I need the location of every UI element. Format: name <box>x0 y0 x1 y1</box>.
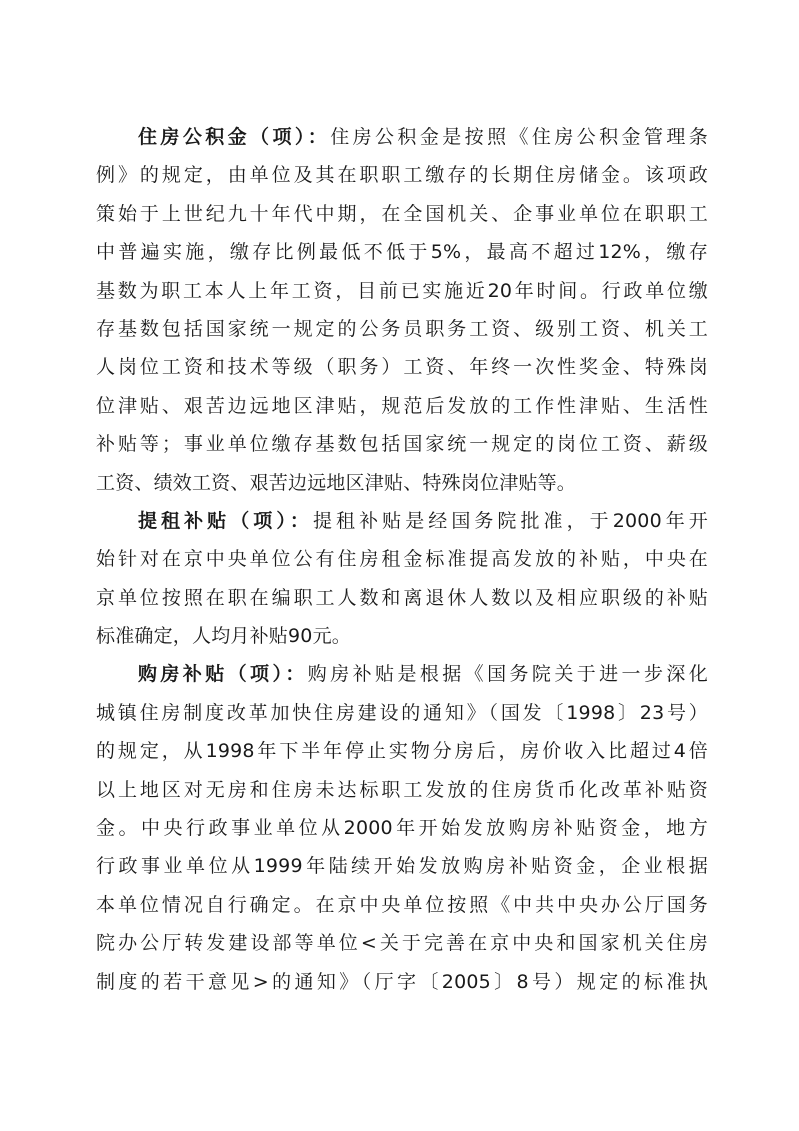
section-heading: 提租补贴（项）： <box>138 509 313 532</box>
paragraph-line: 提租补贴（项）：提租补贴是经国务院批准，于2000年开 <box>138 509 708 532</box>
section-purchase-subsidy <box>96 655 708 1001</box>
section-heading: 住房公积金（项）： <box>138 126 331 148</box>
paragraph-line: 制度的若干意见>的通知》（厅字〔2005〕8号）规定的标准执 <box>96 970 708 993</box>
paragraph-line: 工资、绩效工资、艰苦边远地区津贴、特殊岗位津贴等。 <box>96 471 577 494</box>
paragraph-line: 行政事业单位从1999年陆续开始发放购房补贴资金，企业根据 <box>96 855 708 878</box>
document-body <box>96 118 708 1001</box>
paragraph-line: 以上地区对无房和住房未达标职工发放的住房货币化改革补贴资 <box>96 778 708 801</box>
paragraph-line: 院办公厅转发建设部等单位<关于完善在京中央和国家机关住房 <box>96 932 708 955</box>
paragraph-line: 城镇住房制度改革加快住房建设的通知》（国发〔1998〕23号） <box>96 701 708 724</box>
paragraph-line: 标准确定，人均月补贴90元。 <box>96 625 351 648</box>
paragraph-line: 存基数包括国家统一规定的公务员职务工资、级别工资、机关工 <box>96 317 708 340</box>
paragraph-line: 本单位情况自行确定。在京中央单位按照《中共中央办公厅国务 <box>96 893 708 916</box>
paragraph-line: 补贴等；事业单位缴存基数包括国家统一规定的岗位工资、薪级 <box>96 433 708 456</box>
paragraph-line: 购房补贴（项）：购房补贴是根据《国务院关于进一步深化 <box>138 663 708 686</box>
paragraph-line: 例》的规定，由单位及其在职职工缴存的长期住房储金。该项政 <box>96 164 708 187</box>
paragraph-line: 京单位按照在职在编职工人数和离退休人数以及相应职级的补贴 <box>96 586 708 609</box>
paragraph-line: 基数为职工本人上年工资，目前已实施近20年时间。行政单位缴 <box>96 279 708 302</box>
paragraph-line: 金。中央行政事业单位从2000年开始发放购房补贴资金，地方 <box>96 817 708 840</box>
paragraph-line: 人岗位工资和技术等级（职务）工资、年终一次性奖金、特殊岗 <box>96 356 708 379</box>
section-heading: 购房补贴（项）： <box>138 663 308 686</box>
paragraph-line: 中普遍实施，缴存比例最低不低于5%，最高不超过12%，缴存 <box>96 241 708 264</box>
paragraph-line: 策始于上世纪九十年代中期，在全国机关、企事业单位在职职工 <box>96 202 708 225</box>
paragraph-line: 的规定，从1998年下半年停止实物分房后，房价收入比超过4倍 <box>96 740 708 763</box>
section-housing-fund <box>96 118 708 502</box>
paragraph-line: 始针对在京中央单位公有住房租金标准提高发放的补贴，中央在 <box>96 548 708 571</box>
section-rent-subsidy <box>96 502 708 656</box>
paragraph-line: 位津贴、艰苦边远地区津贴，规范后发放的工作性津贴、生活性 <box>96 394 708 417</box>
paragraph-line: 住房公积金（项）：住房公积金是按照《住房公积金管理条 <box>138 126 708 148</box>
